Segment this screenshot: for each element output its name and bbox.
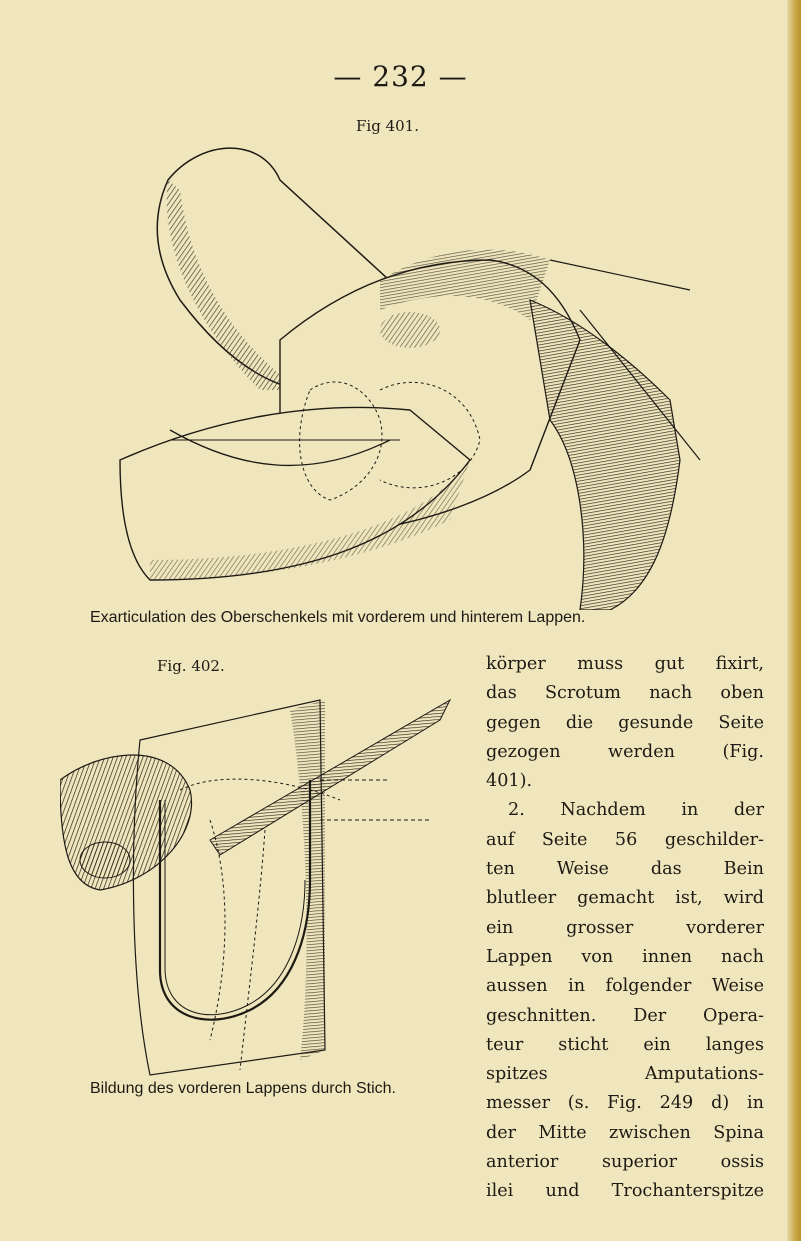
body-text-line: 2. Nachdem in der [508,800,764,821]
figure-401-illustration [110,140,710,610]
body-text-line: anterior superior ossis [486,1152,764,1173]
body-text-line: blutleer gemacht ist, wird [486,888,764,909]
body-text-line: der Mitte zwischen Spina [486,1122,764,1143]
body-text [486,650,764,1207]
page-edge [787,0,801,1241]
body-text-line: gegen die gesunde Seite [486,712,764,733]
body-text-line: messer (s. Fig. 249 d) in [486,1093,764,1114]
body-text-line: ten Weise das Bein [486,859,764,880]
body-text-line: aussen in folgender Weise [486,976,764,997]
body-text-line: ilei und Trochanterspitze [486,1181,764,1202]
body-text-line: teur sticht ein langes [486,1034,764,1055]
body-text-line: das Scrotum nach oben [486,683,764,704]
page-number: — 232 — [333,60,468,93]
figure-402-caption: Bildung des vorderen Lappens durch Stich. [90,1080,396,1097]
body-text-line: Lappen von innen nach [486,946,764,967]
body-text-line: auf Seite 56 geschilder- [486,829,764,850]
figure-401-caption: Exarticulation des Oberschenkels mit vorderem und hinterem Lappen. [90,609,586,626]
body-text-line: körper muss gut fixirt, [486,654,764,674]
body-text-line: 401). [486,771,533,792]
figure-402-illustration [60,680,460,1080]
figure-402-label: Fig. 402. [157,657,225,675]
body-text-line: ein grosser vorderer [486,917,764,938]
figure-401-label: Fig 401. [356,117,419,135]
body-text-line: geschnitten. Der Opera- [486,1005,764,1026]
body-text-line: gezogen werden (Fig. [486,741,764,762]
body-text-line: spitzes Amputations- [486,1064,764,1085]
